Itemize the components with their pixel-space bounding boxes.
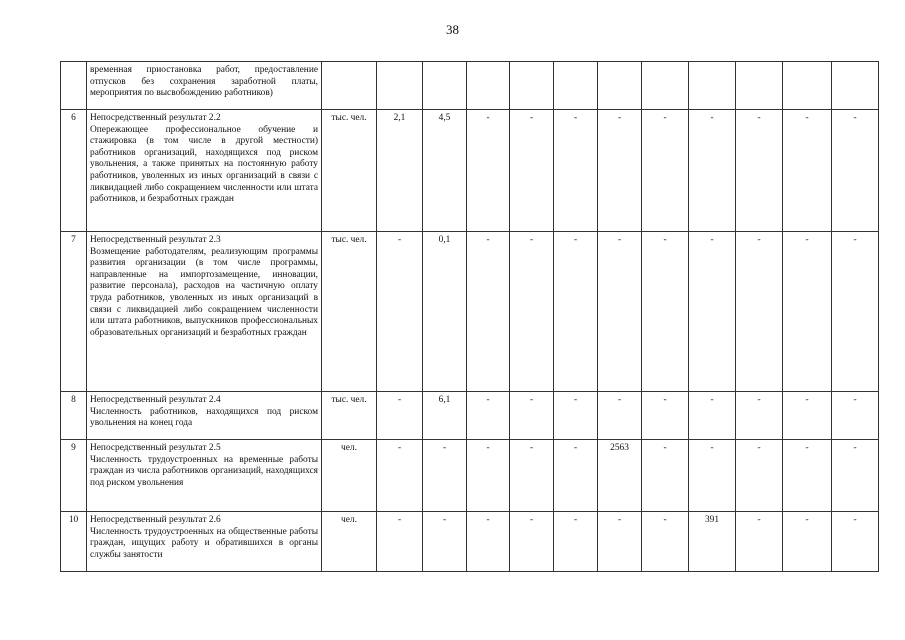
cell-value: -	[783, 110, 832, 232]
cell-value	[783, 62, 832, 110]
cell-value	[467, 62, 510, 110]
cell-description	[87, 392, 322, 440]
cell-value: -	[642, 110, 689, 232]
cell-value	[832, 62, 879, 110]
cell-value: -	[598, 392, 642, 440]
cell-value: -	[642, 232, 689, 392]
result-description: Возмещение работодателям, реализующим программы развития организации (в том числе программы, направленные на импортозамещение, инновации, развитие персонала), расходов на частичную оплату труда работников, уволенных из иных организаций в связи с ликвидацией либо сокращением численности или штата работников, выпускников профессиональных образовательных организаций и безработных граждан	[90, 246, 318, 338]
cell-num: 8	[61, 392, 87, 440]
cell-value: 2563	[598, 440, 642, 512]
cell-description	[87, 232, 322, 392]
cell-value: 0,1	[423, 232, 467, 392]
cell-value: -	[642, 392, 689, 440]
cell-value: -	[467, 232, 510, 392]
cell-value: -	[510, 110, 554, 232]
cell-num: 10	[61, 512, 87, 572]
cell-value: -	[510, 440, 554, 512]
cell-value	[736, 62, 783, 110]
result-description: Численность трудоустроенных на временные работы граждан из числа работников организаций, находящихся под риском увольнения	[90, 454, 318, 488]
cell-description: временная приостановка работ, предоставление отпусков без сохранения заработной платы, мероприятия по высвобождению работников)	[87, 62, 322, 110]
cell-unit: тыс. чел.	[322, 392, 377, 440]
result-description: Численность работников, находящихся под риском увольнения на конец года	[90, 406, 318, 429]
cell-value	[423, 62, 467, 110]
table-row	[61, 110, 879, 232]
cell-num: 9	[61, 440, 87, 512]
cell-value: -	[783, 512, 832, 572]
cell-value: -	[832, 232, 879, 392]
cell-value: -	[736, 232, 783, 392]
cell-value: -	[377, 232, 423, 392]
cell-value: -	[423, 512, 467, 572]
cell-value: -	[510, 392, 554, 440]
cell-value: -	[689, 392, 736, 440]
table-row	[61, 512, 879, 572]
result-title: Непосредственный результат 2.5	[90, 443, 221, 453]
cell-value: -	[554, 512, 598, 572]
cell-unit: чел.	[322, 512, 377, 572]
result-description: Численность трудоустроенных на общественные работы граждан, ищущих работу и обратившихся в органы службы занятости	[90, 526, 318, 560]
cell-value: -	[598, 512, 642, 572]
cell-description	[87, 110, 322, 232]
cell-value: -	[467, 392, 510, 440]
page-number: 38	[446, 22, 459, 37]
result-description: Опережающее профессиональное обучение и стажировка (в том числе в другой местности) работников организаций, находящихся под риском увольнения, а также принятых на постоянную работу работников, уволенных из иных организаций в связи с ликвидацией либо сокращением численности или штата работников, и безработных граждан	[90, 124, 318, 205]
cell-value: -	[783, 392, 832, 440]
cell-value: -	[736, 110, 783, 232]
result-title: Непосредственный результат 2.6	[90, 515, 221, 525]
cell-value	[642, 62, 689, 110]
cell-value: -	[377, 392, 423, 440]
table-body	[61, 62, 879, 572]
cell-value	[598, 62, 642, 110]
cell-unit	[322, 62, 377, 110]
cell-unit: тыс. чел.	[322, 232, 377, 392]
cell-value: 6,1	[423, 392, 467, 440]
cell-value: 2,1	[377, 110, 423, 232]
cell-value: -	[377, 512, 423, 572]
cell-value: -	[689, 440, 736, 512]
cell-value: -	[510, 512, 554, 572]
cell-value: -	[598, 232, 642, 392]
cell-num: 7	[61, 232, 87, 392]
cell-value: -	[832, 512, 879, 572]
cell-value: -	[832, 440, 879, 512]
cell-description	[87, 440, 322, 512]
cell-value: -	[642, 512, 689, 572]
cell-value	[377, 62, 423, 110]
cell-value	[689, 62, 736, 110]
cell-value: -	[832, 110, 879, 232]
cell-value: -	[554, 440, 598, 512]
cell-unit: тыс. чел.	[322, 110, 377, 232]
cell-value: -	[736, 512, 783, 572]
cell-num: 6	[61, 110, 87, 232]
result-title: Непосредственный результат 2.4	[90, 395, 221, 405]
cell-value: -	[377, 440, 423, 512]
cell-description	[87, 512, 322, 572]
cell-value: -	[510, 232, 554, 392]
cell-value: -	[783, 440, 832, 512]
result-title: Непосредственный результат 2.3	[90, 235, 221, 245]
cell-value	[554, 62, 598, 110]
cell-value: -	[554, 110, 598, 232]
cell-value: -	[642, 440, 689, 512]
cell-value: -	[736, 392, 783, 440]
cell-value: -	[689, 232, 736, 392]
cell-value	[510, 62, 554, 110]
table-row	[61, 440, 879, 512]
cell-value: -	[554, 392, 598, 440]
cell-unit: чел.	[322, 440, 377, 512]
table-row-continuation	[61, 62, 879, 110]
cell-value: -	[783, 232, 832, 392]
table-row	[61, 392, 879, 440]
cell-value: -	[423, 440, 467, 512]
cell-value: -	[467, 512, 510, 572]
table-row	[61, 232, 879, 392]
cell-value: 391	[689, 512, 736, 572]
cell-value: -	[554, 232, 598, 392]
cell-num	[61, 62, 87, 110]
cell-value: -	[467, 440, 510, 512]
results-table	[60, 61, 879, 572]
cell-value: -	[736, 440, 783, 512]
cell-value: -	[598, 110, 642, 232]
result-title: Непосредственный результат 2.2	[90, 113, 221, 123]
cell-value: -	[832, 392, 879, 440]
cell-value: -	[467, 110, 510, 232]
cell-value: 4,5	[423, 110, 467, 232]
cell-value: -	[689, 110, 736, 232]
